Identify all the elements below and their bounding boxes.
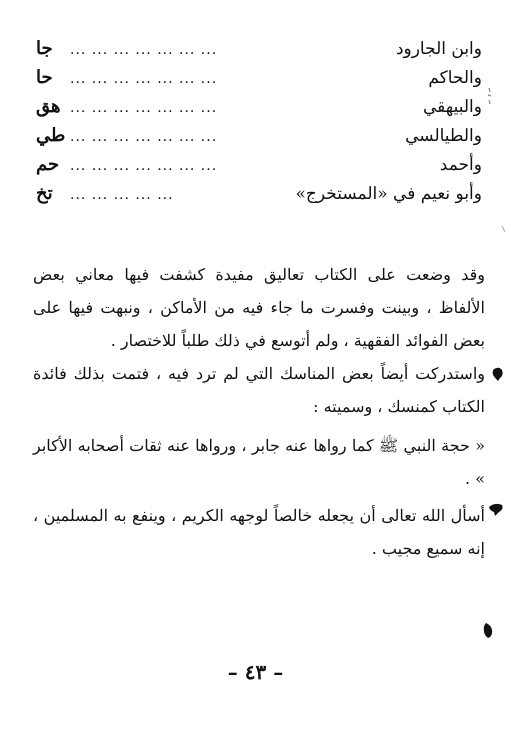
body-text [33, 258, 485, 565]
abbreviation-source: والبيهقي [423, 97, 482, 117]
abbreviation-code: هق [36, 96, 61, 117]
abbreviation-row [36, 183, 482, 212]
leader-dots: ... ... ... ... ... ... ... [70, 129, 218, 145]
leader-dots: ... ... ... ... ... ... ... [70, 158, 218, 174]
abbreviation-code: طي [36, 125, 66, 146]
abbreviation-source: وابن الجارود [395, 39, 482, 59]
abbreviation-row [36, 67, 482, 96]
paragraph-annotations: وقد وضعت على الكتاب تعاليق مفيدة كشفت فيها معاني بعض الألفاظ ، وبينت وفسرت ما جاء فيه من الأماكن ، ونبهت فيها على بعض الفوائد الفقهية ، ولم أتوسع في ذلك طلباً للاختصار . [33, 265, 485, 350]
ink-blot-mark [481, 622, 495, 640]
abbreviation-row [36, 38, 482, 67]
abbreviation-source: والحاكم [428, 68, 482, 88]
abbreviation-code: حم [36, 154, 60, 175]
abbreviation-row [36, 154, 482, 183]
leader-dots: ... ... ... ... ... [70, 187, 174, 203]
abbreviation-code: حا [36, 67, 53, 88]
abbreviation-code: تخ [36, 183, 53, 204]
paragraph-book-title: « حجة النبي ﷺ كما رواها عنه جابر ، ورواها عنه ثقات أصحابه الأكابر » . [33, 436, 485, 488]
abbreviation-row [36, 125, 482, 154]
scan-edge-mark [500, 224, 508, 234]
abbreviation-source: والطيالسي [405, 126, 482, 146]
scan-edge-mark [486, 86, 496, 106]
abbreviation-code: جا [36, 38, 53, 59]
leader-dots: ... ... ... ... ... ... ... [70, 42, 218, 58]
paragraph-closing-prayer: أسأل الله تعالى أن يجعله خالصاً لوجهه الكريم ، وينفع به المسلمين ، إنه سميع مجيب . [33, 506, 485, 558]
abbreviation-source: وأحمد [439, 155, 482, 175]
paragraph-additions: واستدركت أيضاً بعض المناسك التي لم ترد فيه ، فتمت بذلك فائدة الكتاب كمنسك ، وسميته : [33, 364, 485, 416]
page-number: – ٤٣ – [227, 660, 284, 684]
ink-blot-mark [487, 500, 505, 518]
leader-dots: ... ... ... ... ... ... ... [70, 100, 218, 116]
leader-dots: ... ... ... ... ... ... ... [70, 71, 218, 87]
abbreviation-row [36, 96, 482, 125]
abbreviation-list [36, 38, 482, 212]
abbreviation-source: وأبو نعيم في «المستخرج» [295, 184, 482, 204]
ink-blot-mark [491, 366, 505, 382]
